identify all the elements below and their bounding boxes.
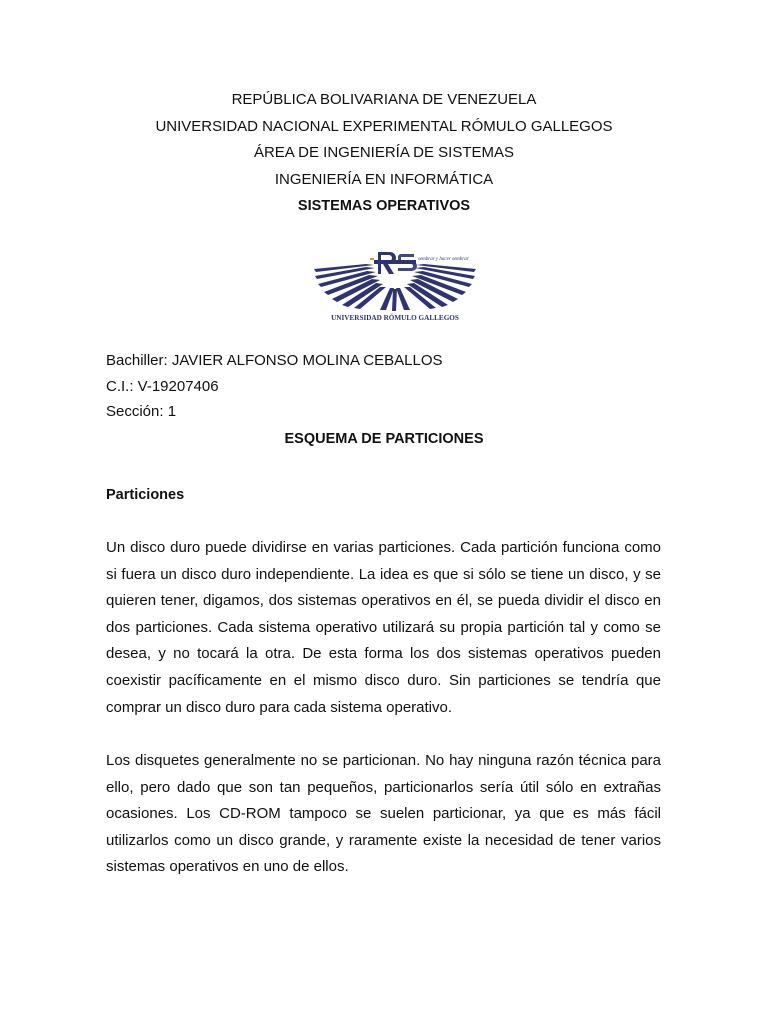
student-id: C.I.: V-19207406	[106, 377, 219, 395]
student-name: Bachiller: JAVIER ALFONSO MOLINA CEBALLOS	[106, 352, 443, 369]
student-section: Sección: 1	[106, 403, 177, 420]
student-info	[106, 350, 443, 427]
logo-caption: UNIVERSIDAD RÓMULO GALLEGOS	[331, 314, 459, 322]
header-university: UNIVERSIDAD NACIONAL EXPERIMENTAL RÓMULO GALLEGOS	[155, 117, 613, 135]
header-area: ÁREA DE INGENIERÍA DE SISTEMAS	[253, 144, 515, 162]
header-career: INGENIERÍA EN INFORMÁTICA	[274, 170, 494, 188]
paragraph: Los disquetes generalmente no se particionan. No hay ninguna razón técnica para ello, pero dado que son tan pequeños, particionarlos sería útil sólo en extrañas ocasiones. Los CD-ROM tampoco se suelen particionar, ya que es más fácil utilizarlos como un disco grande, y raramente existe la necesidad de tener varios sistemas operativos en uno de ellos.	[106, 752, 661, 876]
institution-header	[0, 89, 768, 222]
document-title: ESQUEMA DE PARTICIONES	[284, 431, 484, 447]
university-logo-icon	[306, 242, 484, 324]
section-heading: Particiones	[106, 487, 185, 503]
logo-tagline: sembrar y hacer sembrar	[418, 257, 469, 262]
header-subject: SISTEMAS OPERATIVOS	[297, 198, 471, 215]
header-country: REPÚBLICA BOLIVARIANA DE VENEZUELA	[231, 91, 537, 108]
paragraph: Un disco duro puede dividirse en varias particiones. Cada partición funciona como si fuera un disco duro independiente. La idea es que si sólo se tiene un disco, y se quieren tener, digamos, dos sistemas operativos en él, se pueda dividir el disco en dos particiones. Cada sistema operativo utilizará su propia partición tal y como se desea, y no tocará la otra. De esta forma los dos sistemas operativos pueden coexistir pacíficamente en el mismo disco duro. Sin particiones se tendría que comprar un disco duro para cada sistema operativo.	[106, 539, 661, 716]
